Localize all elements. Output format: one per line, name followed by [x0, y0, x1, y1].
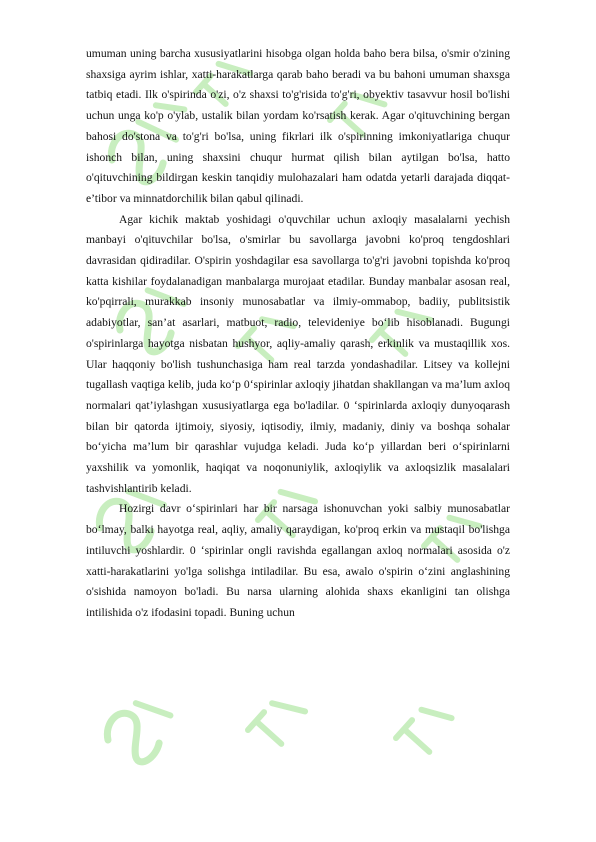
paragraph-2: Agar kichik maktab yoshidagi o'quvchilar uchun axloqiy masalalarni yechish manbayi o'qituvchilar bo'lsa, o'smirlar bu savollarga javobni ko'proq tengdoshlari davrasidan qidiradilar. O'spirin yoshdagilar esa savollarga to'g'ri javobni topishda ko'proq katta kishilar foydalanadigan manbalarga murojaat etadilar. Bunday manbalar asosan real, ko'pqirrali, murakkab insoniy munosabatlar va ilmiy-ommabop, badiiy, publitsistik adabiyotlar, san’at asarlari, matbuot, radio, televideniye bo‘lib hisoblanadi. Bugungi o'spirinlarga hayotga nisbatan hushyor, aqliy-amaliy qarash, erkinlik va mustaqillik xos. Ular haqqoniy bo'lish tushunchasiga ham real tarzda yondashadilar. Litsey va kollejni tugallash vaqtiga kelib, juda ko‘p 0‘spirinlar axloqiy jihatdan shakllangan va ma’lum axloq normalari qat’iylashgan xususiyatlarga ega bo'ladilar. 0 ‘spirinlarda axloqiy dunyoqarash bilan bir qatorda ijtimoiy, siyosiy, iqtisodiy, ilmiy, madaniy, diniy va boshqa sohalar bo‘yicha ma’lum bir qarashlar vujudga keladi. Juda ko‘p yillardan beri o‘spirinlarni yaxshilik va yomonlik, haqiqat va noqonuniylik, axloqiylik va axloqsizlik masalalari tashvishlantirib keladi. [86, 212, 510, 495]
watermark-mark [100, 688, 180, 769]
paragraph-1: umuman uning barcha xususiyatlarini hisobga olgan holda baho bera bilsa, o'smir o'zining shaxsiga ayrim ishlar, xatti-harakatlarga qarab baho beradi va bu bahoni umuman shaxsga tatbiq etadi. Ilk o'spirinda o'zi, o'z shaxsi to'g'risida to'g'ri, obyektiv tasavvur hosil bo'lishi uchun unga ko'p o'ylab, ustalik bilan yordam ko'rsatish kerak. Agar o'qituvchining bergan bahosi do'stona va to'g'ri bo'lsa, uning fikrlari ilk o'spirinning imkoniyatlariga chuqur ishonch bilan, uning shaxsini chuqur hurmat qilish bilan aytilgan bo'lsa, hatto o'qituvchining bildirgan keskin tanqidiy mulohazalari ham odatda yetarli darajada diqqat-e’tibor va minnatdorchilik bilan qabul qilinadi. [86, 47, 510, 205]
watermark-mark [248, 691, 308, 752]
body-text [86, 44, 510, 624]
paragraph-3: Hozirgi davr o‘spirinlari har bir narsaga ishonuvchan yoki salbiy munosabatlar bo‘lmay, balki hayotga real, aqliy, amaliy qaraydigan, ko'proq erkin va mustaqil bo'lishga intiluvchi yoshlardir. 0 ‘spirinlar ongli ravishda egallangan axloq normalari asosida o'z xatti-harakatlarini yo'lga solishga intiladilar. Bu esa, awalo o'spirin o‘zini anglashining o'sishida namoyon bo'ladi. Bu narsa ularning alohida shaxs ekanligini tan olishga intilishida o'z ifodasini topadi. Buning uchun [86, 502, 510, 619]
watermark-mark [396, 699, 456, 760]
